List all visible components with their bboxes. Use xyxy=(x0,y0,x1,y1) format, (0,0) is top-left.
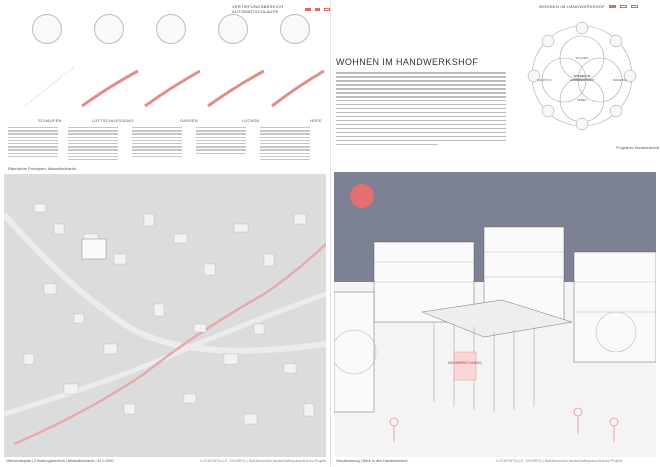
right-header-strip xyxy=(539,4,638,9)
concept-sketch-row xyxy=(22,14,322,46)
text-column xyxy=(68,127,118,162)
band-path xyxy=(145,71,200,106)
shop-sign-board xyxy=(454,352,476,380)
map-caption: Übersichtsplan | Erhaltungsbereich | Altstadtschlaufe | M 1:1000 xyxy=(6,459,114,463)
text-column xyxy=(260,127,310,162)
map-drawing xyxy=(4,174,326,457)
section-label: SCHAUFEN xyxy=(38,118,62,123)
visualization-drawing xyxy=(334,172,656,457)
text-column xyxy=(196,127,246,156)
site-plan-map xyxy=(4,174,326,457)
band-path xyxy=(82,71,138,106)
body-text xyxy=(336,72,506,148)
shop-sign-text: HANDWERKS HANDEL xyxy=(447,361,483,365)
venn-top: WOHNEN xyxy=(575,56,589,60)
progress-pill xyxy=(315,8,321,11)
left-footer: LÜCKENFÜLLE, GEHREN | Städtebaulich-landschaftsplanerisches Projekt xyxy=(200,459,327,463)
street-band-diagrams xyxy=(20,46,326,116)
text-column xyxy=(132,127,182,159)
sketch-circle xyxy=(32,14,62,44)
sketch-circle xyxy=(218,14,248,44)
text-column xyxy=(8,127,58,159)
building-edge xyxy=(334,292,374,412)
venn-bottom: ARBEIT xyxy=(576,98,588,102)
left-header-label: VERTIEFUNGSBEREICH AUTOMATISCHLAUFE xyxy=(232,4,284,14)
progress-pill xyxy=(631,5,638,8)
right-footer: LÜCKENFÜLLE, GEHREN | Städtebaulich-landschaftsplanerisches Projekt xyxy=(496,459,623,463)
section-label: GASSEN xyxy=(180,118,198,123)
section-label: HÖFE xyxy=(310,118,322,123)
venn-center: WOHNEN IM HANDWERKSHOF xyxy=(569,74,595,82)
progress-pill xyxy=(620,5,627,8)
program-caption: Programm Handwerkshof xyxy=(616,146,660,150)
progress-pill xyxy=(609,5,616,8)
large-building xyxy=(82,239,106,259)
sun xyxy=(350,184,374,208)
sketch-circle xyxy=(94,14,124,44)
building-right xyxy=(574,252,656,362)
band-path xyxy=(25,66,75,106)
section-label: LUFTSCHLIESSUNG xyxy=(92,118,134,123)
venn-left: TRADITION xyxy=(536,78,552,82)
section-labels xyxy=(30,118,326,126)
section-label: LÜCKEN xyxy=(242,118,260,123)
progress-pill xyxy=(305,8,311,11)
page-title: WOHNEN IM HANDWERKSHOF xyxy=(336,57,479,67)
sketch-circle xyxy=(156,14,186,44)
venn-right: MODERNE xyxy=(612,78,628,82)
band-path xyxy=(208,71,264,106)
courtyard-visualization xyxy=(334,172,656,457)
right-header-label: WOHNEN IM HANDWERKSHOF xyxy=(539,4,605,9)
band-path xyxy=(272,71,324,106)
sketch-circle xyxy=(280,14,310,44)
left-header-strip xyxy=(232,4,330,14)
principles-caption: Räumliche Prinzipien: Altstadtschlaufe xyxy=(8,166,76,171)
visualization-caption: Visualisierung | Blick in den Handwerkshof xyxy=(336,459,408,463)
